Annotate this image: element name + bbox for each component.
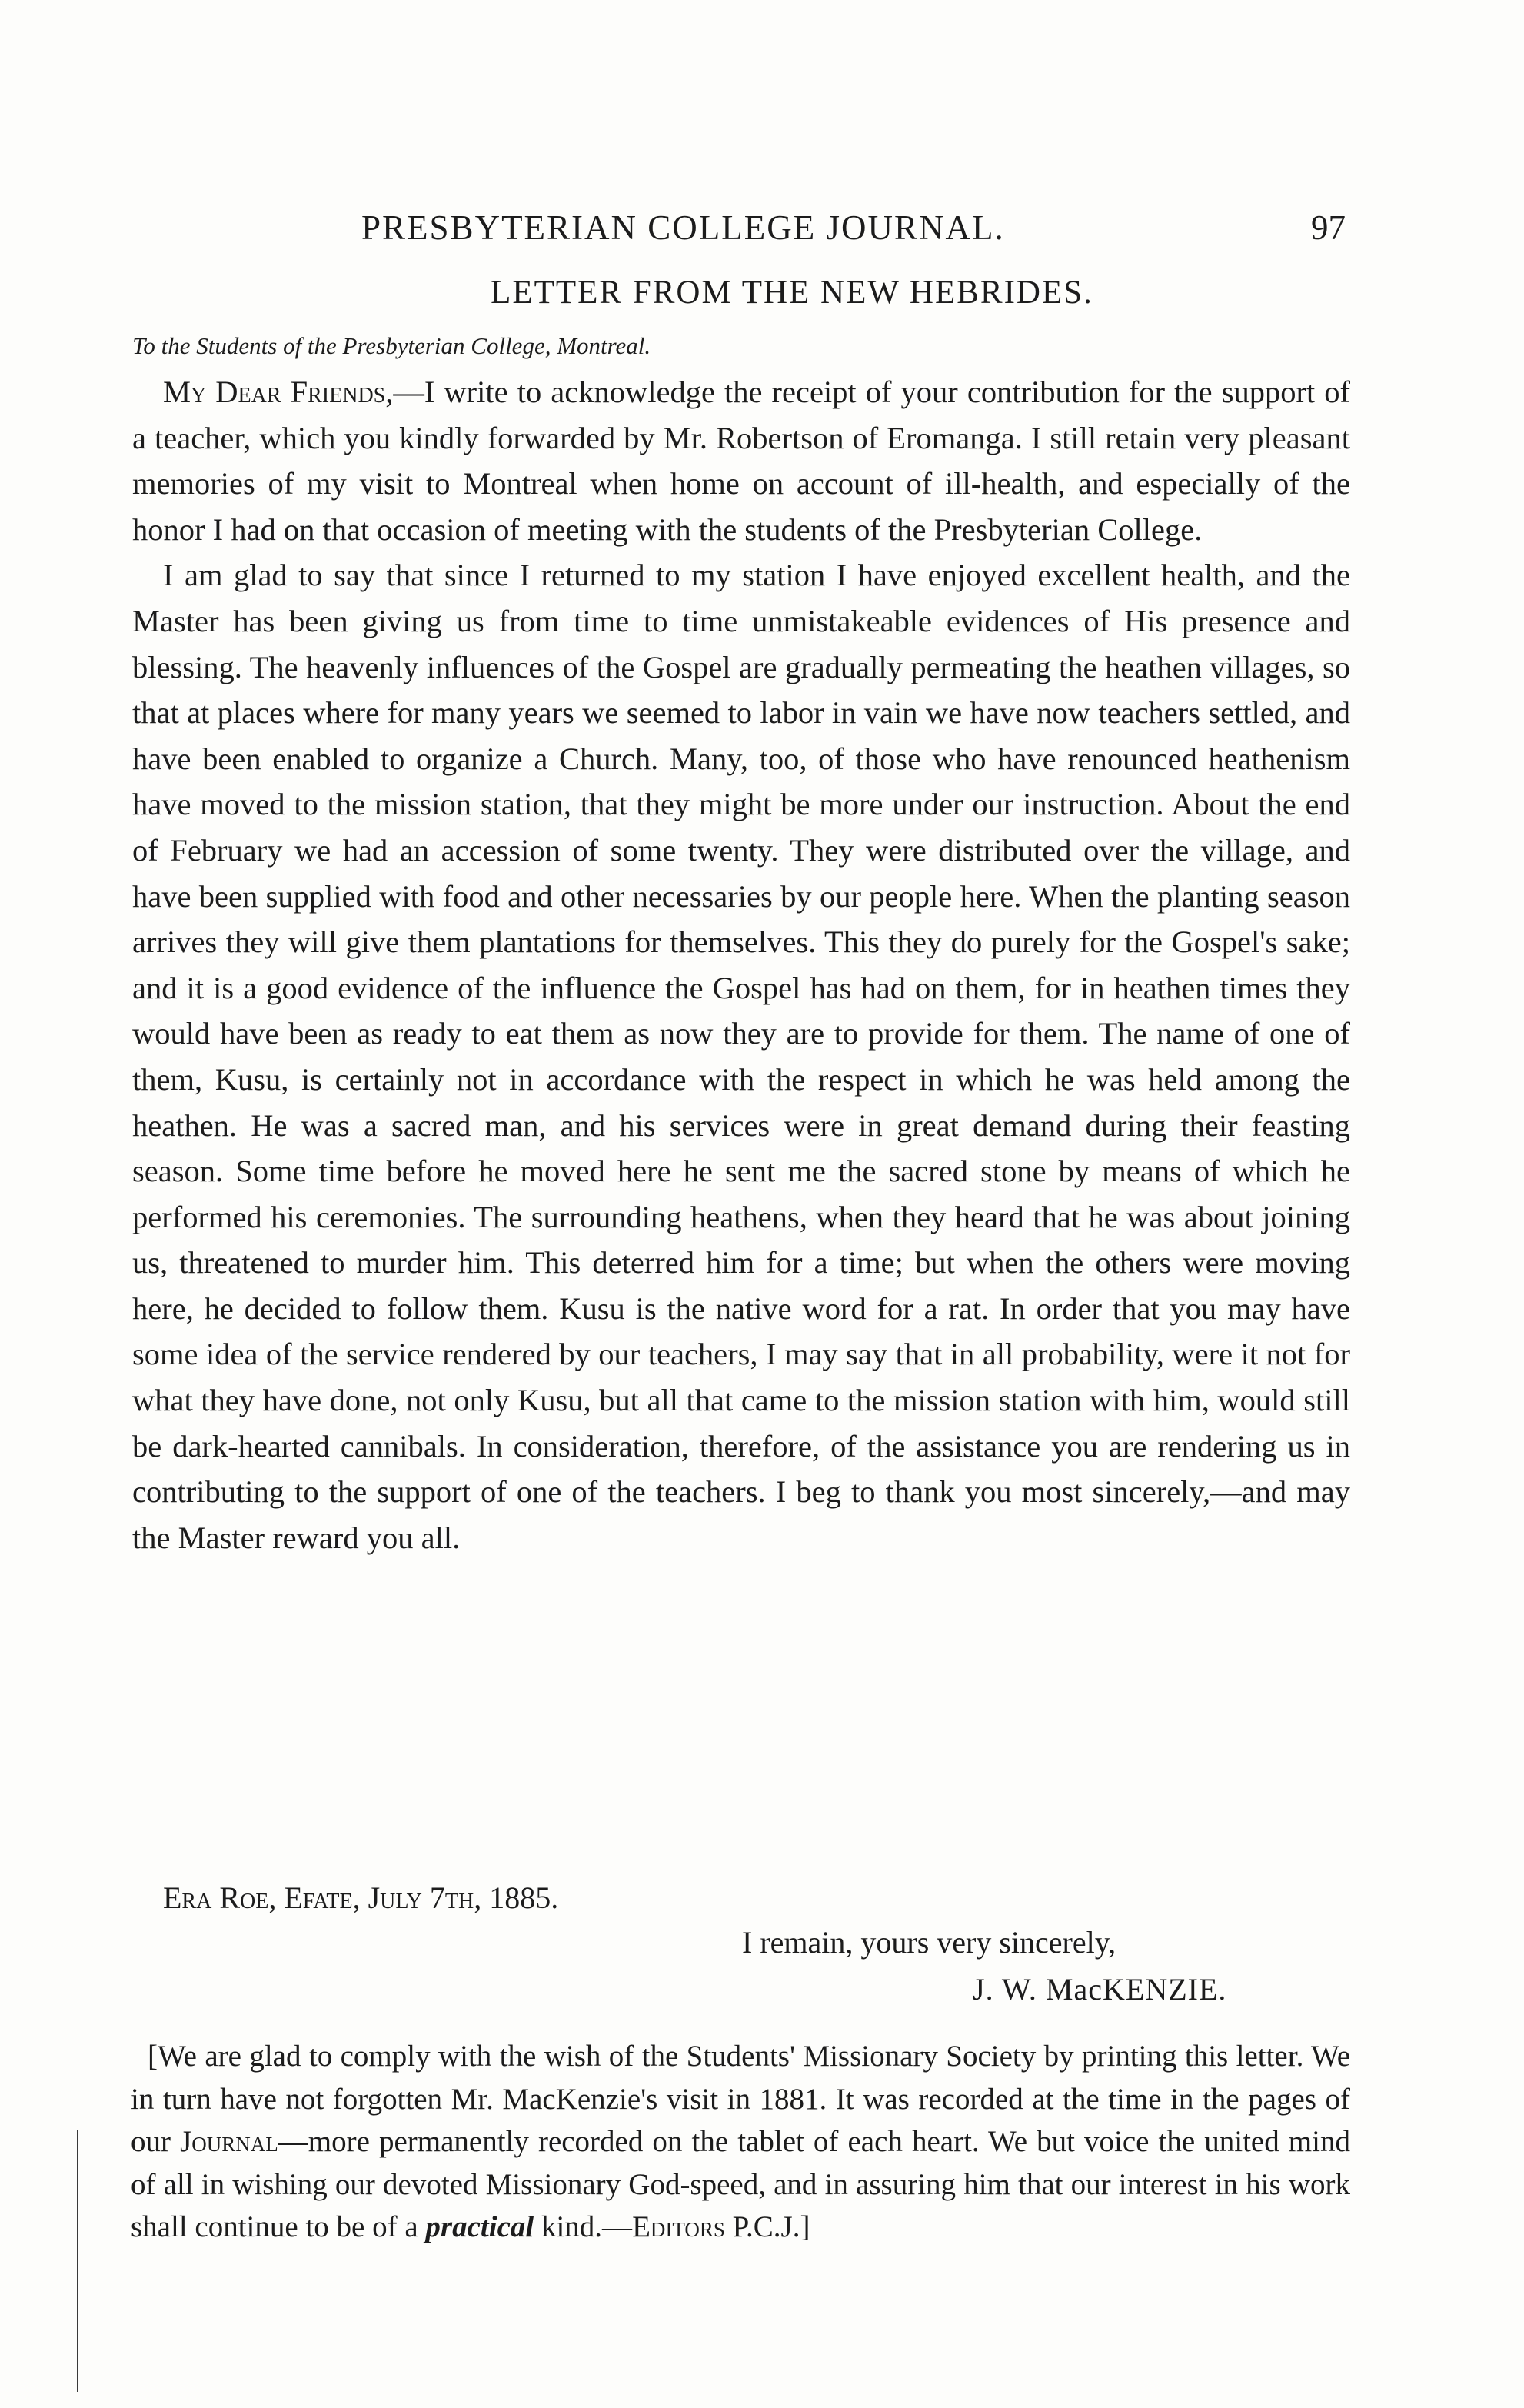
paragraph-2: I am glad to say that since I returned to my station I have enjoyed excellent health, and the Master has been giving us from time to time unmistakeable evidences of His presence and blessing. The heavenly influences of the Gospel are gradually permeating the heathen villages, so that at places where for many years we seemed to labor in vain we have now teachers settled, and have been enabled to organize a Church. Many, too, of those who have renounced heathenism have moved to the mission station, that they might be more under our instruction. About the end of February we had an accession of some twenty. They were distributed over the village, and have been supplied with food and other necessaries by our people here. When the planting season arrives they will give them plantations for themselves. This they do purely for the Gospel's sake; and it is a good evidence of the influence the Gospel has had on them, for in heathen times they would have been as ready to eat them as now they are to provide for them. The name of one of them, Kusu, is certainly not in accordance with the respect in which he was held among the heathen. He was a sacred man, and his services were in great demand during their feasting season. Some time before he moved here he sent me the sacred stone by means of which he performed his ceremonies. The surrounding heathens, when they heard that he was about joining us, threatened to murder him. This deterred him for a time; but when the others were moving here, he decided to follow them. Kusu is the native word for a rat. In order that you may have some idea of the service rendered by our teachers, I may say that in all probability, were it not for what they have done, not only Kusu, but all that came to the mission station with him, would still be dark-hearted cannibals. In consideration, therefore, of the assistance you are rendering us in contributing to the support of one of the teachers. I beg to thank you most sincerely,—and may the Master reward you all. bbox=[132, 558, 1350, 1555]
signature: J. W. MacKENZIE. bbox=[973, 1972, 1227, 2007]
closing: I remain, yours very sincerely, bbox=[742, 1925, 1116, 1960]
article-title: LETTER FROM THE NEW HEBRIDES. bbox=[491, 275, 1093, 311]
margin-rule bbox=[77, 2130, 78, 2392]
place-date: Era Roe, Efate, July 7th, 1885. bbox=[163, 1880, 559, 1915]
page-number: 97 bbox=[1311, 208, 1346, 247]
editors-note-paragraph bbox=[131, 2035, 1350, 2249]
paragraph-1 bbox=[132, 369, 1350, 552]
editors-note-text-2: —more permanently recorded on the tablet of each heart. We but voice the united mind of all in wishing our devoted Missionary God-speed, and in assuring him that our interest in his work shall continue to be of a bbox=[131, 2125, 1350, 2243]
journal-word: Journal bbox=[180, 2125, 278, 2158]
editors-note bbox=[131, 2035, 1350, 2249]
salutation: My Dear Friends, bbox=[163, 375, 394, 409]
editors-note-text: [We are glad to comply with the wish of the Students' Missionary Society by printing this letter. We in turn have not forgotten Mr. MacKenzie's visit in 1881. It was recorded at the time in the pages of our bbox=[131, 2040, 1350, 2158]
editors-note-end: kind.— bbox=[534, 2210, 633, 2243]
editors-signature: Editors P.C.J.] bbox=[632, 2210, 810, 2243]
practical-word: practical bbox=[425, 2210, 534, 2243]
paragraph-1-text: —I write to acknowledge the receipt of your contribution for the support of a teacher, which you kindly forwarded by Mr. Robertson of Eromanga. I still retain very pleasant memories of my visit to Montreal when home on account of ill-health, and especially of the honor I had on that occasion of meeting with the students of the Presbyterian College. bbox=[132, 375, 1350, 547]
letter-address: To the Students of the Presbyterian College, Montreal. bbox=[132, 332, 651, 359]
letter-body bbox=[132, 369, 1350, 1560]
journal-title: PRESBYTERIAN COLLEGE JOURNAL. bbox=[361, 208, 1005, 247]
